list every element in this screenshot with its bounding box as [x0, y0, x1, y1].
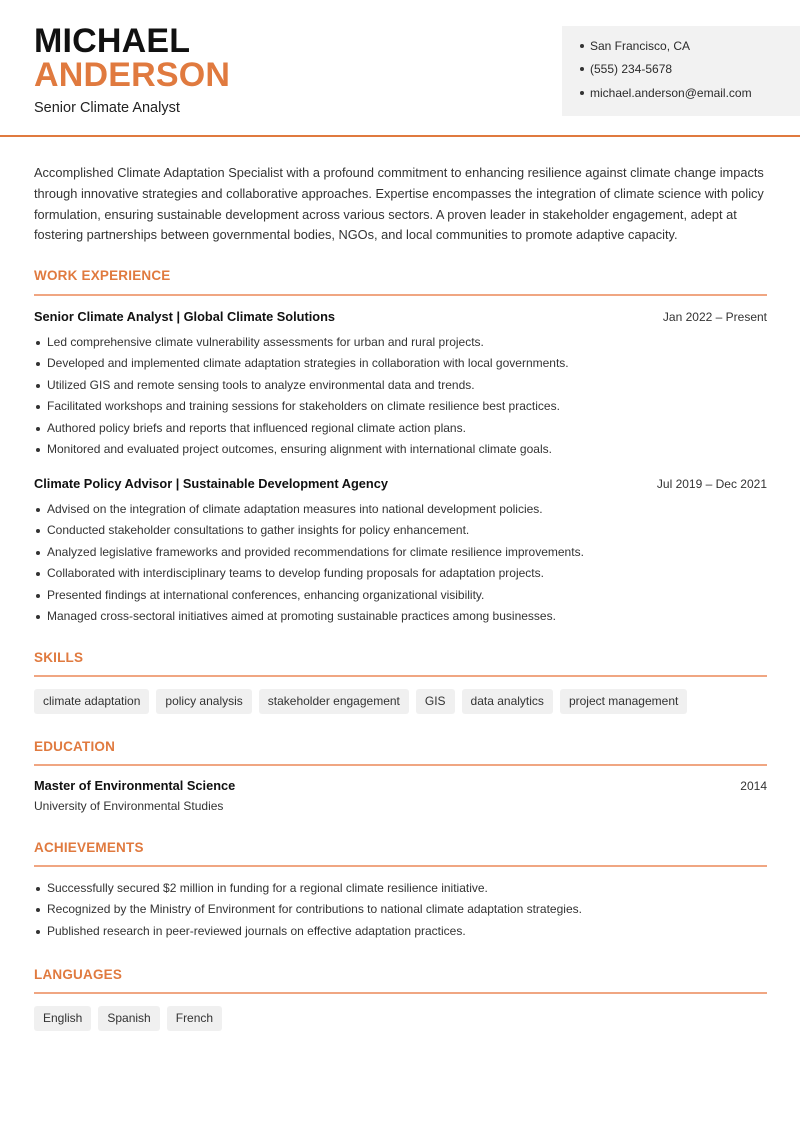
- job-bullets: [34, 332, 767, 460]
- achievements-list: [34, 878, 767, 942]
- resume-header: [0, 0, 800, 137]
- job-bullet: Monitored and evaluated project outcomes, ensuring alignment with international climate goals.: [34, 439, 767, 460]
- section-divider: [34, 764, 767, 766]
- contact-location: [580, 39, 690, 53]
- job-bullet: Developed and implemented climate adaptation strategies in collaboration with local governments.: [34, 353, 767, 374]
- education-heading: EDUCATION: [34, 739, 116, 754]
- job-bullet: Analyzed legislative frameworks and provided recommendations for climate resilience improvements.: [34, 542, 767, 563]
- achievement-item: Successfully secured $2 million in funding for a regional climate resilience initiative.: [34, 878, 767, 899]
- skill-tag: climate adaptation: [34, 689, 149, 714]
- job-bullet: Facilitated workshops and training sessions for stakeholders on climate resilience best practices.: [34, 396, 767, 417]
- contact-box: [562, 26, 800, 116]
- language-tag: Spanish: [98, 1006, 159, 1031]
- section-divider: [34, 992, 767, 994]
- summary: Accomplished Climate Adaptation Specialist with a profound commitment to enhancing resilience against climate change impacts through innovative strategies and collaborative approaches. Expertise encompasses the integration of climate science with policy formulation, ensuring sustainable development across various sectors. A proven leader in stakeholder engagement, adept at fostering partnerships between governmental bodies, NGOs, and local communities to promote adaptive capacity.: [34, 165, 764, 243]
- section-divider: [34, 294, 767, 296]
- job-bullet: Conducted stakeholder consultations to gather insights for policy enhancement.: [34, 520, 767, 541]
- skills-list: [34, 689, 687, 714]
- languages-list: [34, 1006, 222, 1031]
- achievement-item: Published research in peer-reviewed journals on effective adaptation practices.: [34, 921, 767, 942]
- work-experience-heading: WORK EXPERIENCE: [34, 268, 171, 283]
- skills-heading: SKILLS: [34, 650, 84, 665]
- skill-tag: GIS: [416, 689, 455, 714]
- education-degree: Master of Environmental Science: [34, 778, 236, 793]
- job-bullet: Managed cross-sectoral initiatives aimed at promoting sustainable practices among businesses.: [34, 606, 767, 627]
- bullet-icon: [580, 91, 584, 95]
- achievement-item: Recognized by the Ministry of Environment for contributions to national climate adaptation strategies.: [34, 899, 767, 920]
- achievements-heading: ACHIEVEMENTS: [34, 840, 144, 855]
- job-bullets: [34, 499, 767, 627]
- language-tag: English: [34, 1006, 91, 1031]
- education-year: 2014: [740, 779, 767, 793]
- contact-phone: [580, 62, 672, 76]
- contact-email: [580, 86, 752, 100]
- job-role: Senior Climate Analyst | Global Climate Solutions: [34, 309, 336, 324]
- first-name: MICHAEL: [34, 22, 191, 60]
- job-dates: Jul 2019 – Dec 2021: [656, 477, 767, 491]
- skill-tag: data analytics: [462, 689, 553, 714]
- section-divider: [34, 675, 767, 677]
- last-name: ANDERSON: [34, 56, 231, 94]
- languages-heading: LANGUAGES: [34, 967, 123, 982]
- bullet-icon: [580, 67, 584, 71]
- job-bullet: Utilized GIS and remote sensing tools to analyze environmental data and trends.: [34, 375, 767, 396]
- contact-location-text: San Francisco, CA: [590, 39, 691, 53]
- job-dates: Jan 2022 – Present: [662, 310, 767, 324]
- skill-tag: stakeholder engagement: [259, 689, 409, 714]
- job-header: [34, 309, 767, 324]
- education-school: University of Environmental Studies: [34, 799, 224, 813]
- job-bullet: Advised on the integration of climate adaptation measures into national development policies.: [34, 499, 767, 520]
- language-tag: French: [167, 1006, 222, 1031]
- education-entry: [34, 778, 767, 793]
- skill-tag: project management: [560, 689, 687, 714]
- section-divider: [34, 865, 767, 867]
- bullet-icon: [580, 44, 584, 48]
- job-bullet: Led comprehensive climate vulnerability assessments for urban and rural projects.: [34, 332, 767, 353]
- contact-email-text: michael.anderson@email.com: [590, 86, 752, 100]
- job-bullet: Presented findings at international conferences, enhancing organizational visibility.: [34, 585, 767, 606]
- skill-tag: policy analysis: [156, 689, 251, 714]
- contact-phone-text: (555) 234-5678: [590, 62, 673, 76]
- job-role: Climate Policy Advisor | Sustainable Development Agency: [34, 476, 388, 491]
- job-header: [34, 476, 767, 491]
- job-title: Senior Climate Analyst: [34, 100, 180, 116]
- job-bullet: Collaborated with interdisciplinary teams to develop funding proposals for adaptation projects.: [34, 563, 767, 584]
- job-bullet: Authored policy briefs and reports that influenced regional climate action plans.: [34, 418, 767, 439]
